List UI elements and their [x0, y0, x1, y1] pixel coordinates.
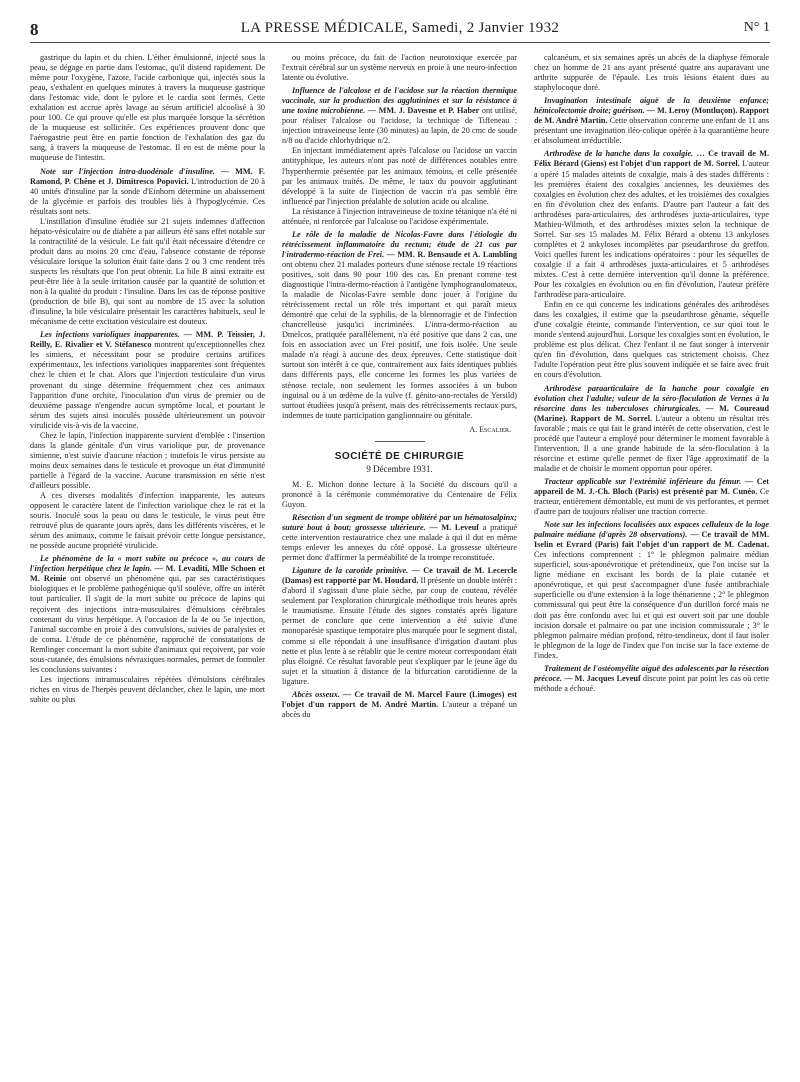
- communication-authors: — M. Coureaud (Marine). Rapport de M. Sorrel.: [534, 403, 769, 423]
- column-3: [534, 53, 769, 1073]
- communication-text: montrent qu'exceptionnelles chez les simiens, et nécessitant pour se produire certains artifices expérimentaux, les infections varioliques inapparentes sont fréquentes chez le chien et le chat. Alors que l'injection testiculaire d'un virus provenant du singe détermine fréquemment chez ces animaux l'apparition d'une orchite, l'inoculation d'un virus de premier ou de deuxième passage n'engendre aucun symptôme local, et pourtant le sérum des sujets ainsi inoculés possède ultérieurement un pouvoir virulicide vis-à-vis de la vaccine.: [30, 340, 265, 430]
- communication-text: L'introduction de 20 à 40 unités d'insuline par la sonde d'Einhorn détermine un abaissement de la glycémie et parfois des troubles liés à l'hypoglycémie. Ces résultats sont nets.: [30, 176, 265, 216]
- paragraph: calcanéum, et six semaines après un abcès de la diaphyse fémorale chez un homme de 21 ans ayant présenté quatre ans auparavant une arthrite suppurée de l'épaule. Les trois lésions étaient dues au staphylocoque doré.: [534, 53, 769, 93]
- communication-title: Tracteur applicable sur l'extrémité inférieure du fémur.: [544, 476, 742, 486]
- society-heading: SOCIÉTÉ DE CHIRURGIE: [334, 450, 465, 462]
- communication-authors: — Ce travail de M. Marcel Faure (Limoges) est l'objet d'un rapport de M. André Martin.: [282, 689, 517, 709]
- communication: [282, 86, 517, 146]
- communication: [534, 384, 769, 474]
- communication-title: Ligature de la carotide primitive.: [292, 566, 409, 576]
- communication-title: Résection d'un segment de trompe oblitéré par un hématosalpinx; suture bout à bout; grossesse ultérieure.: [282, 512, 517, 533]
- paragraph: Chez le lapin, l'infection inapparente survient d'emblée : l'insertion dans la glande génitale d'un virus variolique pur, de provenance simienne, n'est suivie d'aucune réaction ; toutefois le virus persiste au moins deux semaines dans le testicule et provoque un état d'immunité partielle à l'égard de la vaccine. Aucune transmission en série n'est d'ailleurs possible.: [30, 430, 265, 490]
- communication: [30, 554, 265, 675]
- issue-number: N° 1: [743, 20, 770, 35]
- communication-title: Note sur les infections localisées aux espaces celluleux de la loge palmaire médiane (d'après 28 observations).: [534, 520, 769, 540]
- communication: [282, 566, 517, 687]
- page-number: 8: [30, 20, 39, 39]
- section-divider: [375, 441, 425, 442]
- communication-title: Le rôle de la maladie de Nicolas-Favre dans l'étiologie du rétrécissement inflammatoire du rectum; étude de 21 cas par l'intradermo-réaction de Frei.: [282, 229, 517, 259]
- communication: [282, 690, 517, 720]
- communication-authors: — M. Levaditi, Mlle Schoen et M. Reinie: [30, 564, 265, 584]
- communication-text: ont obtenu chez 21 malades porteurs d'une sténose rectale 19 réactions positives, soit dans 90 pour 100 des cas. En prenant comme test diagnostique l'intra-dermo-réaction à l'antigène lymphogranulomateux, la maladie de Nicolas-Favre semble donc jouer à l'origine du rétrécissement rectal un rôle très important et qui paraît mieux démontré que celui de la syphilis, de la blennorragie et de l'infection chancrelleuse jusqu'ici incriminées. L'intra-dermo-réaction au Dmelcos, pratiquée parallèlement, n'a été positive que dans 2 cas, une fois en association avec un Frei positif, une fois isolée. Une seule malade n'a réagi à aucune des deux épreuves. Cette statistique doit surtout son intérêt à ce que, contrairement aux faits identiques publiés dans différents pays, elle concerne les formes les plus variées de sténose rectale, non seulement les formes associées à un bubon inguinal ou à un œdème de la vulve (f. génito-ano-rectales de Yersild) surtout étudiées jusqu'à présent, mais des rétrécissements rectaux purs, indemnes de toute participation ganglionnaire ou génitale.: [282, 259, 517, 420]
- communication-authors: — Ce travail de M. Lecercle (Damas) est rapporté par M. Houdard.: [282, 566, 517, 586]
- paragraph: La résistance à l'injection intraveineuse de toxine tétanique n'a été ni atténuée, ni renforcée par l'alcalose ou l'acidose expérimentale.: [282, 206, 517, 226]
- communication-authors: — MM. F. Ramond, P. Chêne et J. Dimitresco Popovici.: [30, 166, 265, 186]
- paragraph: En injectant immédiatement après l'alcalose ou l'acidose un vaccin antityphique, les auteurs n'ont pas noté de différences notables entre l'hyperthermie présentée par les animaux témoins, et celle présentée par les animaux traités. De même, le taux du pouvoir agglutinant développé à la suite de l'injection de vaccin n'a pas semblé être influencé par l'injection préalable de solution acide ou alcaline.: [282, 146, 517, 206]
- paragraph: L'instillation d'insuline étudiée sur 21 sujets indemnes d'affection hépato-vésiculaire ou de diabète a par ailleurs été sans effet notable sur la contractilité de la vésicule. Le fait qu'il était nécessaire d'étendre ce produit dans au moins 20 cmc d'eau, l'absence constante de réponse vésiculaire lorsque la solution était faite dans 2 ou 3 cmc rendent très suspects les résultats que l'on peut obtenir. La bile B ainsi extraite est peut-être liée à la seule irritation causée par la quantité de solution et non à la qualité du produit : l'insuline. Dans les cas de réponse positive (production de bile B), qui sont au nombre de 15 avec la solution d'insuline, la bile vésiculaire présentait les caractères habituels, seul le mécanisme de cette excitation vésiculaire est douteux.: [30, 216, 265, 327]
- communication-authors: — M. Leveuf: [425, 523, 480, 533]
- signature: A. Escalier.: [469, 424, 511, 434]
- communication-authors: — M. Leroy (Montluçon). Rapport de M. André Martin.: [534, 106, 769, 126]
- communication: [534, 96, 769, 146]
- communication: [282, 230, 517, 421]
- communication: [282, 513, 517, 563]
- communication-text: Cette observation concerne une enfant de 11 ans présentant une invagination iléo-colique opérée à la quarantième heure et absolument irréductible.: [534, 116, 769, 146]
- communication-text: Ces infections comprennent : 1° le phlegmon palmaire médian superficiel, sous-aponévrotique et prétendineux, que l'on incise sur la ligne médiane en excisant les bords de la plaie cutanée et aponévrotique, et qui peut s'accompagner d'une fusée antibrachiale superficielle ou d'une extension à la loge thénarienne ; 2° le phlegmon commissural qui peut être la conséquence d'un durillon forcé mais ne doit pas être confondu avec lui et qui est ouvert soit par une double incision dorsale et palmaire ou par une incision commissurale ; 3° le phlegmon palmaire médian profond, rétro-tendineux, dont il faut isoler le phlegmon de la loge de l'index que l'on incise sur la face externe de l'index.: [534, 550, 769, 660]
- communication-text: ont utilisé, pour réaliser l'alcalose ou l'acidose, la technique de Tiffeneau : injection intraveineuse lente (30 minutes) au lapin, de 20 cmc de soude n/8 ou d'acide chlorhydrique n/2.: [282, 106, 517, 146]
- communication-title: Arthrodèse de la hanche dans la coxalgie.: [544, 149, 694, 159]
- communication-text: a pratiqué cette intervention restauratrice chez une malade à qui il dut en même temps enlever les annexes du côté opposé. La grossesse ultérieure permet donc d'affirmer la perméabilité de la trompe reconstituée.: [282, 523, 517, 563]
- communication-title: Traitement de l'ostéomyélite aiguë des adolescents par la résection précoce.: [534, 663, 769, 683]
- communication-text: L'auteur a trépané un abcès du: [282, 699, 517, 719]
- communication: [534, 664, 769, 694]
- running-header: [30, 20, 770, 43]
- communication-text: ont observé un phénomène qui, par ses caractéristiques biologiques et le problème pathogénique qu'il soulève, offre un intérêt tout particulier. Il s'agit de la mort subite ou précoce de lapins qui reçoivent des injections intra-musculaires d'émulsions cérébrales contenant du virus herpétique. A l'occasion de la 4e ou 5e injection, l'animal succombe en proie à des convulsions, suivies de paralysies et de coma. L'étude de ce phénomène, rapproché de constatations de Remlinger concernant la mort subite d'animaux qui reçoivent, par voie sous-cutanée, des émulsions névraxiques normales, permet de formuler les conclusions suivantes :: [30, 574, 265, 674]
- paragraph: M. E. Michon donne lecture à la Société du discours qu'il a prononcé à la cérémonie commémorative du Centenaire de Félix Guyon.: [282, 479, 517, 509]
- paragraph: gastrique du lapin et du chien. L'éther émulsionné, injecté sous la peau, se dégage en partie dans l'estomac, qu'il distend rapidement. De même pour l'oxygène, l'azote, l'acide carbonique qui, injectés sous la peau, s'exhalent en quelques minutes à travers la muqueuse gastrique dans l'estomac vide, dont le pylore et le cardia sont fermés. Cette exhalation est accrue après lavage au sérum artificiel alcoolisé à 30 pour 100. Ce qui prouve qu'elle est plus marquée lorsque la sécrétion de la muqueuse est sollicitée. Ces expériences prouvent donc que l'aérogastrie peut être en partie fonction de l'exhalation des gaz du sang, à travers la muqueuse de l'estomac. Il en est de même pour la muqueuse de l'intestin.: [30, 53, 265, 163]
- paragraph: Enfin en ce qui concerne les indications générales des arthrodèses dans les coxalgies, il estime que la pseudarthrose gênante, séquelle d'une coxalgie éteinte, commande l'intervention, ce sur quoi tout le monde s'entend aujourd'hui. Lorsque les coxalgies sont en évolution, le problème est plus délicat. Chez l'enfant il ne faut songer à intervenir qu'en fin d'évolution, dans quelques cas strictement choisis. Chez l'adulte l'opération peut être plus souvent indiquée et se faire avec fruit en cours d'évolution.: [534, 300, 769, 380]
- communication-title: Arthrodèse paraarticulaire de la hanche pour coxalgie en évolution chez l'adulte; valeur de la séro-floculation de Vernes à la résorcine dans les tuberculoses chirurgicales.: [534, 383, 769, 413]
- communication-text: discute point par point les cas où cette méthode a échoué.: [534, 673, 769, 693]
- column-2: [282, 53, 517, 1073]
- communication-authors: — MM. P. Teissier, J. Reilly, E. Rivalier et V. Stéfanesco: [30, 330, 265, 350]
- communication-text: Il présente un double intérêt : d'abord il s'agissait d'une plaie sèche, par coup de couteau, révélée seulement par l'exploration chirurgicale méthodique trois heures après le traumatisme. Ensuite l'étude des signes constatés après ligature permet de conclure que cette intervention a été suivie d'une monoparésie spastique temporaire plus marquée pour le segment distal, comme si elle répondait à une insuffisance d'irrigation d'autant plus nette et plus lente à se rétablir que le centre moteur correspondant était plus éloigné. Ce résultat favorable peut s'expliquer par le jeune âge du sujet et la situation à distance de la bifurcation carotidienne de la ligature.: [282, 576, 517, 686]
- communication: [534, 520, 769, 661]
- communication-text: L'auteur a opéré 15 malades atteints de coxalgie, mais à des stades différents : les premières étaient des coxalgies anciennes, les deuxièmes des coxalgies en évolution chez des adultes, et les troisièmes des coxalgies en fin d'évolution chez des enfants. D'autre part l'auteur a fait des arthrodèses para-articulaires, des arthrodèses juxta-articulaires, type Mathieu-Wilmoth, et des arthrodèses mixtes selon la technique de Sorrel. Sur ses 15 malades M. Félix Bérard a obtenu 13 ankyloses complètes et 2 ankyloses incomplètes par pseudarthrose du greffon. Voici quelles furent les indications opératoires : pour les séquelles de coxalgie il a fait 4 arthrodèses juxta-articulaires et 5 arthrodèses mixtes. C'est à cette dernière intervention qu'il donne la préférence. Pour les coxalgies en évolution ou en fin d'évolution, l'auteur préfère l'arthrodèse para-articulaire.: [534, 159, 769, 300]
- paragraph: ou moins précoce, du fait de l'action neurotoxique exercée par l'extrait cérébral sur un système nerveux en proie à une neuro-infection latente ou évolutive.: [282, 53, 517, 83]
- communication: [30, 167, 265, 217]
- communication-title: Le phénomène de la « mort subite ou précoce », au cours de l'infection herpétique chez le lapin.: [30, 554, 265, 574]
- communication-title: Influence de l'alcalose et de l'acidose sur la réaction thermique vaccinale, sur la production des agglutinines et sur la résistance à une toxine microbienne.: [282, 86, 517, 116]
- communication: [534, 477, 769, 517]
- communication-title: Abcès osseux.: [292, 689, 340, 699]
- journal-title: LA PRESSE MÉDICALE, Samedi, 2 Janvier 1932: [240, 20, 560, 36]
- session-date: 9 Décembre 1931.: [366, 463, 433, 474]
- communication-authors: … Ce travail de M. Félix Bérard (Giens) est l'objet d'un rapport de M. Sorrel.: [534, 149, 769, 169]
- communication-authors: — MM. J. Davesne et P. Haber: [365, 106, 480, 116]
- communication-authors: — Cet appareil de M. J.-Ch. Bloch (Paris) est présenté par M. Cunéo.: [534, 476, 769, 496]
- communication-title: Invagination intestinale aiguë de la deuxième enfance; hémicolectomie droite; guérison.: [534, 96, 769, 116]
- communication-authors: — M. Jacques Leveuf: [561, 673, 641, 683]
- communication-text: L'auteur a obtenu un résultat très favorable ; mais ce qui fait le grand intérêt de cette observation, c'est le procédé que l'auteur a employé pour déterminer le moment favorable à l'intervention. Il a une grande habitude de la séro-floculation à la résorcine et estime qu'elle permet de fixer l'âge approximatif de la maladie et de choisir le moment opportun pour opérer.: [534, 413, 769, 473]
- communication: [534, 149, 769, 300]
- communication-text: Ce tracteur, entièrement démontable, est muni de vis perforantes, et permet d'autre part de toujours réaliser une traction correcte.: [534, 486, 769, 517]
- communication-title: Note sur l'injection intra-duodénale d'insuline.: [40, 166, 215, 176]
- communication-title: Les infections varioliques inapparentes.: [40, 330, 180, 340]
- paragraph: A ces diverses modalités d'infection inapparente, les auteurs opposent le caractère latent de l'infection variolique chez le rat et la souris. Inoculé sous la peau ou dans le testicule, le virus peut être retrouvé plus de quarante jours après, dans les différents viscères, et le sérum des animaux, comme le faisait prévoir cette longue persistance, ne possède aucune propriété virulicide.: [30, 491, 265, 551]
- communication-authors: — Ce travail de MM. Iselin et Evrard (Paris) fait l'objet d'un rapport de M. Cadenat.: [534, 530, 769, 550]
- page-body: [30, 53, 770, 1073]
- communication: [30, 330, 265, 430]
- communication-authors: — MM. R. Bensaude et A. Lambling: [384, 249, 517, 259]
- paragraph: Les injections intramusculaires répétées d'émulsions cérébrales riches en virus de l'herpès peuvent déclancher, chez le lapin, une mort subite ou plus: [30, 674, 265, 704]
- column-1: [30, 53, 265, 1073]
